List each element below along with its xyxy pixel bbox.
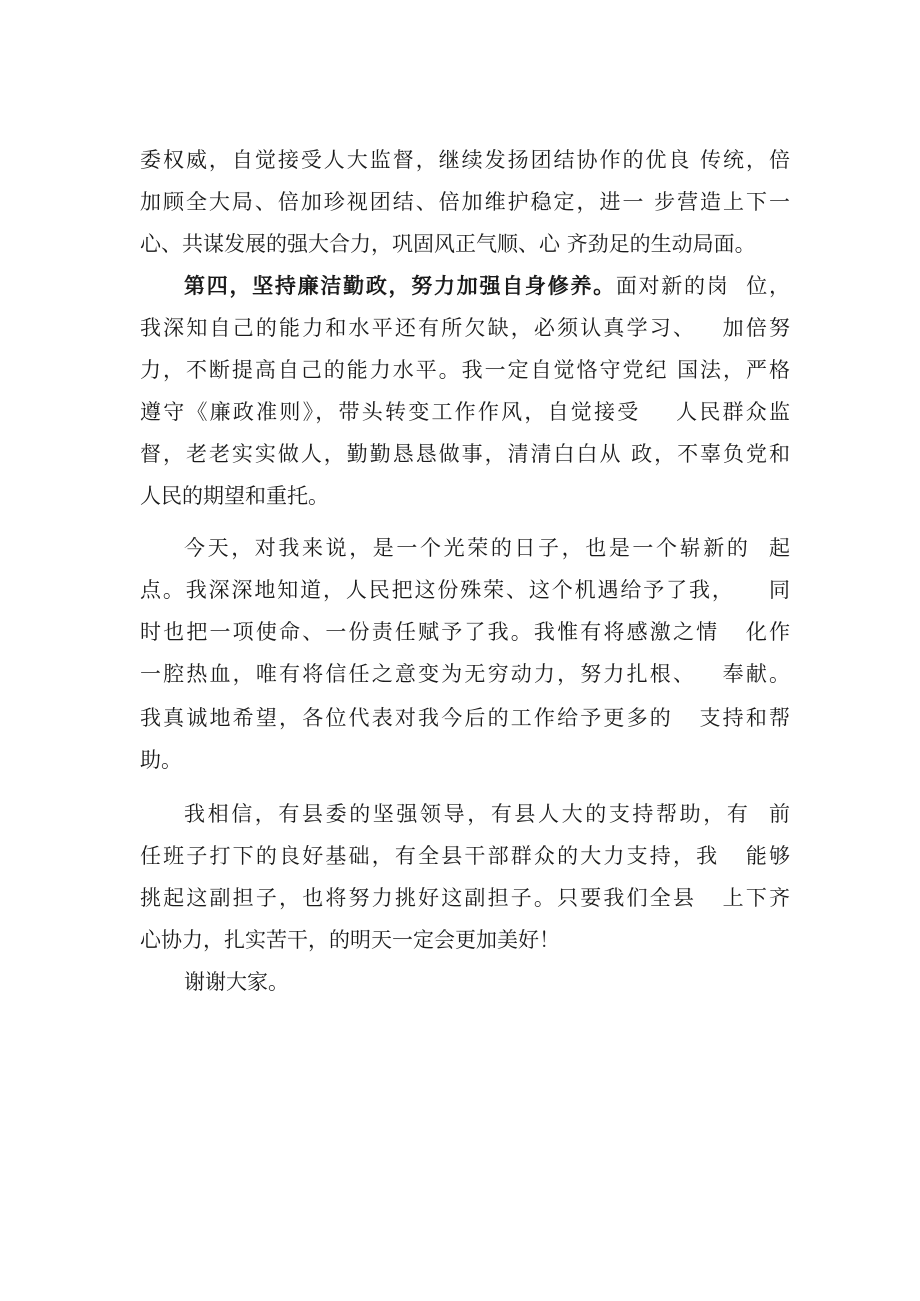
paragraph-line: 委权威，自觉接受人大监督，继续发扬团结协作的优良 传统，倍 [140,148,790,172]
paragraph-line: 我真诚地希望，各位代表对我今后的工作给予更多的 支持和帮 [140,706,790,730]
paragraph-line [184,266,790,306]
paragraph-line: 心协力，扎实苦干，的明天一定会更加美好！ [140,928,560,952]
paragraph-line: 心、共谋发展的强大合力，巩固风正气顺、心 齐劲足的生动局面。 [140,232,756,256]
paragraph-line: 督，老老实实做人，勤勤恳恳做事，清清白白从 政，不辜负党和 [140,442,790,466]
paragraph-line: 助。 [140,748,182,772]
closing-line: 谢谢大家。 [184,970,289,994]
paragraph-heading: 第四，坚持廉洁勤政，努力加强自身修养。 [184,273,616,298]
paragraph-line: 我相信，有县委的坚强领导，有县人大的支持帮助，有 前 [184,802,790,826]
paragraph-line: 点。我深深地知道，人民把这份殊荣、这个机遇给予了我， 同 [140,578,790,602]
paragraph-text: 面对新的岗 位， [615,274,790,298]
paragraph-line: 我深知自己的能力和水平还有所欠缺，必须认真学习、 加倍努 [140,316,790,340]
paragraph-line: 今天，对我来说，是一个光荣的日子，也是一个崭新的 起 [184,536,790,560]
paragraph-line: 人民的期望和重托。 [140,484,329,508]
paragraph-line: 挑起这副担子，也将努力挑好这副担子。只要我们全县 上下齐 [140,886,790,910]
paragraph-line: 加顾全大局、倍加珍视团结、倍加维护稳定，进一 步营造上下一 [140,190,790,214]
paragraph-line: 力，不断提高自己的能力水平。我一定自觉恪守党纪 国法，严格 [140,358,790,382]
paragraph-line: 时也把一项使命、一份责任赋予了我。我惟有将感激之情 化作 [140,620,790,644]
paragraph-line: 任班子打下的良好基础，有全县干部群众的大力支持，我 能够 [140,844,790,868]
paragraph-line: 遵守《廉政准则》，带头转变工作作风，自觉接受 人民群众监 [140,400,790,424]
paragraph-line: 一腔热血，唯有将信任之意变为无穷动力，努力扎根、 奉献。 [140,662,790,686]
